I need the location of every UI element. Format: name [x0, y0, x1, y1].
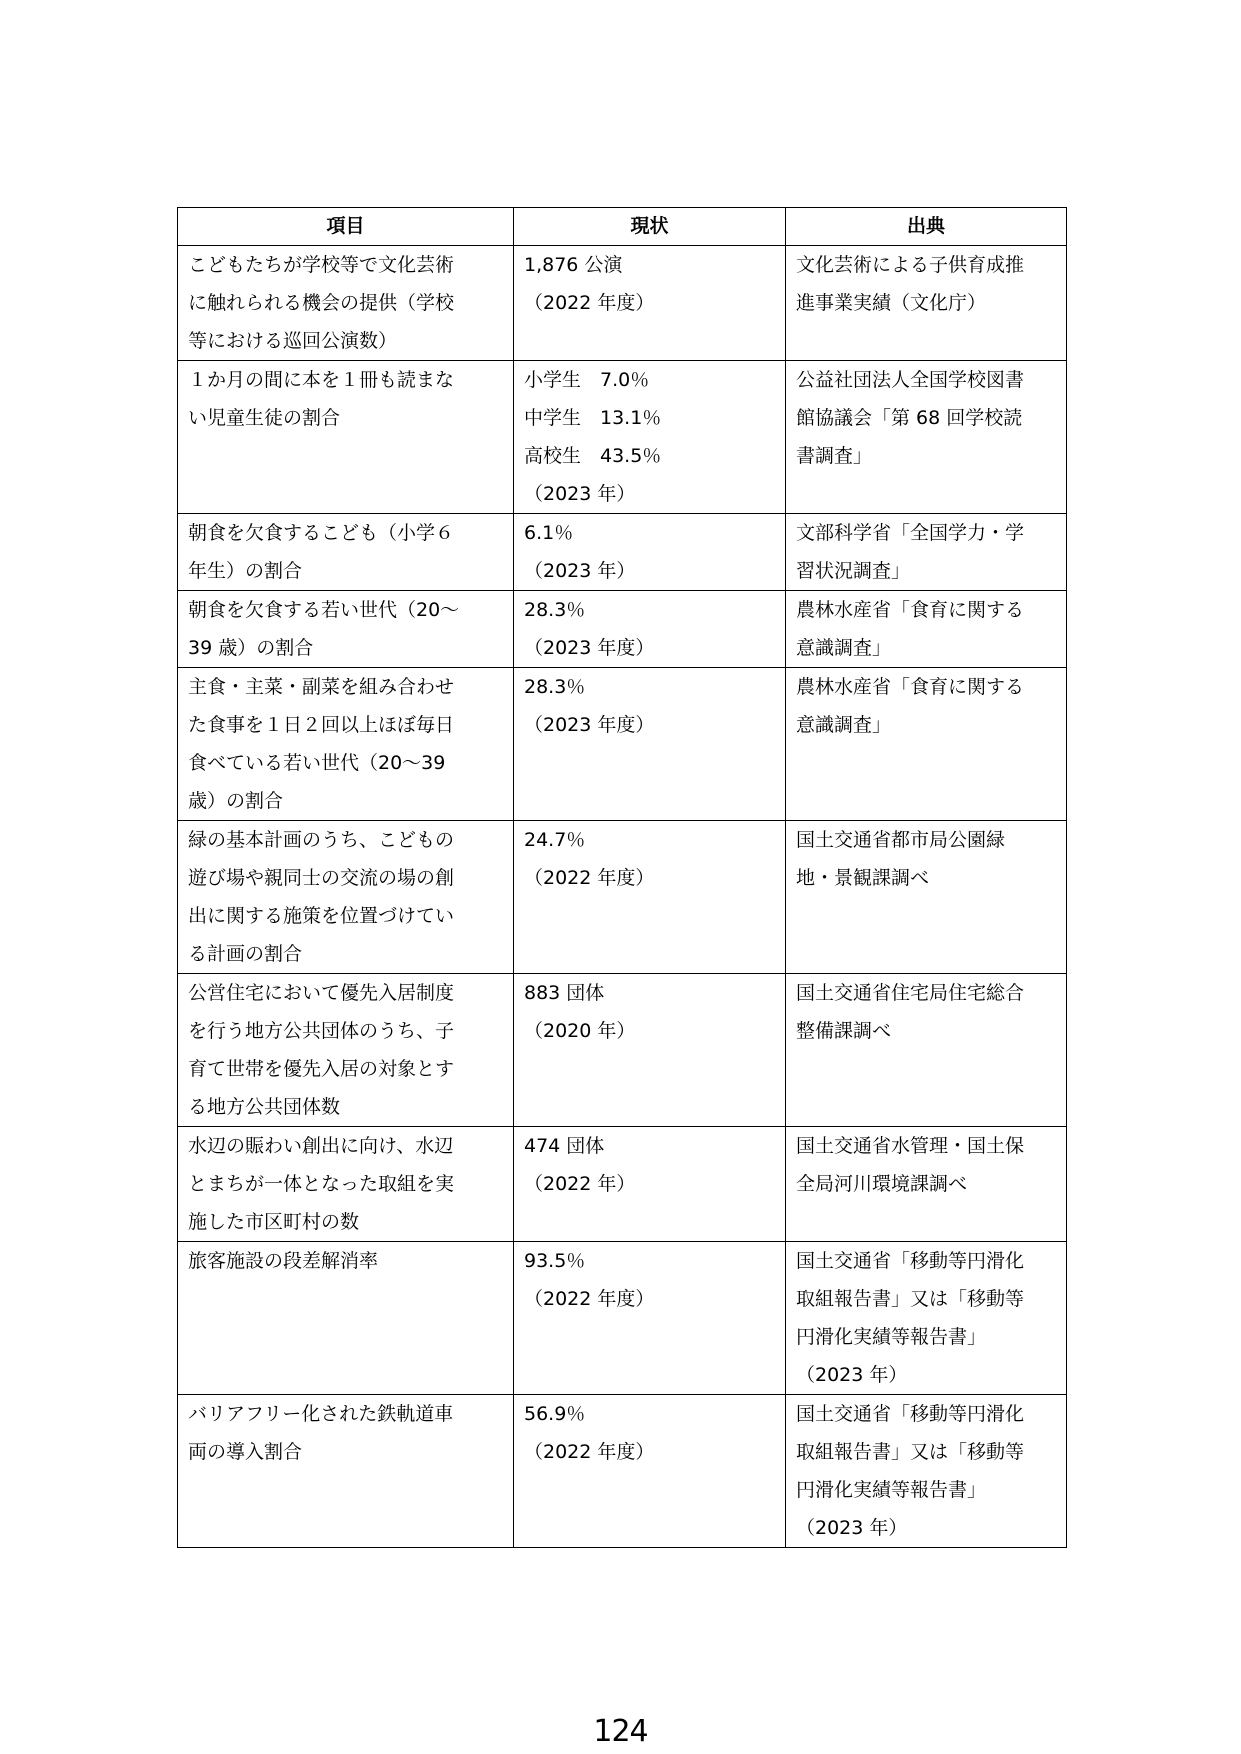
header-source: 出典: [786, 208, 1067, 246]
cell-source: 文部科学省「全国学力・学 習状況調査」: [786, 514, 1067, 591]
cell-item: バリアフリー化された鉄軌道車 両の導入割合: [178, 1395, 514, 1548]
header-item: 項目: [178, 208, 514, 246]
cell-status: 474 団体 （2022 年）: [514, 1127, 786, 1242]
cell-item: １か月の間に本を１冊も読まな い児童生徒の割合: [178, 361, 514, 514]
cell-source: 農林水産省「食育に関する 意識調査」: [786, 668, 1067, 821]
cell-status: 24.7％ （2022 年度）: [514, 821, 786, 974]
cell-status: 883 団体 （2020 年）: [514, 974, 786, 1127]
cell-item: 朝食を欠食するこども（小学６ 年生）の割合: [178, 514, 514, 591]
cell-status: 1,876 公演 （2022 年度）: [514, 246, 786, 361]
page-number: 124: [593, 1714, 648, 1749]
cell-status: 6.1％ （2023 年）: [514, 514, 786, 591]
cell-status: 小学生 7.0％ 中学生 13.1％ 高校生 43.5％ （2023 年）: [514, 361, 786, 514]
header-status: 現状: [514, 208, 786, 246]
cell-item: 水辺の賑わい創出に向け、水辺 とまちが一体となった取組を実 施した市区町村の数: [178, 1127, 514, 1242]
cell-source: 文化芸術による子供育成推 進事業実績（文化庁）: [786, 246, 1067, 361]
cell-source: 国土交通省都市局公園緑 地・景観課調べ: [786, 821, 1067, 974]
cell-item: 主食・主菜・副菜を組み合わせ た食事を１日２回以上ほぼ毎日 食べている若い世代（20～39 歳）の割合: [178, 668, 514, 821]
table-row: [178, 1395, 1067, 1548]
table-row: [178, 668, 1067, 821]
table-row: [178, 361, 1067, 514]
cell-source: 公益社団法人全国学校図書 館協議会「第 68 回学校読 書調査」: [786, 361, 1067, 514]
table-row: [178, 514, 1067, 591]
cell-item: 公営住宅において優先入居制度 を行う地方公共団体のうち、子 育て世帯を優先入居の対象とす る地方公共団体数: [178, 974, 514, 1127]
cell-status: 28.3％ （2023 年度）: [514, 591, 786, 668]
table-row: [178, 974, 1067, 1127]
table-row: [178, 1127, 1067, 1242]
table-row: [178, 1242, 1067, 1395]
cell-source: 国土交通省「移動等円滑化 取組報告書」又は「移動等 円滑化実績等報告書」 （2023 年）: [786, 1242, 1067, 1395]
cell-item: 緑の基本計画のうち、こどもの 遊び場や親同士の交流の場の創 出に関する施策を位置づけてい る計画の割合: [178, 821, 514, 974]
cell-source: 国土交通省水管理・国土保 全局河川環境課調べ: [786, 1127, 1067, 1242]
cell-item: 旅客施設の段差解消率: [178, 1242, 514, 1395]
table-row: [178, 246, 1067, 361]
cell-source: 国土交通省住宅局住宅総合 整備課調べ: [786, 974, 1067, 1127]
cell-status: 56.9％ （2022 年度）: [514, 1395, 786, 1548]
cell-status: 28.3％ （2023 年度）: [514, 668, 786, 821]
table-row: [178, 821, 1067, 974]
cell-source: 農林水産省「食育に関する 意識調査」: [786, 591, 1067, 668]
table-header-row: [178, 208, 1067, 246]
indicator-table: [177, 207, 1067, 1548]
cell-item: 朝食を欠食する若い世代（20～ 39 歳）の割合: [178, 591, 514, 668]
cell-status: 93.5％ （2022 年度）: [514, 1242, 786, 1395]
cell-item: こどもたちが学校等で文化芸術 に触れられる機会の提供（学校 等における巡回公演数）: [178, 246, 514, 361]
cell-source: 国土交通省「移動等円滑化 取組報告書」又は「移動等 円滑化実績等報告書」 （2023 年）: [786, 1395, 1067, 1548]
table-row: [178, 591, 1067, 668]
